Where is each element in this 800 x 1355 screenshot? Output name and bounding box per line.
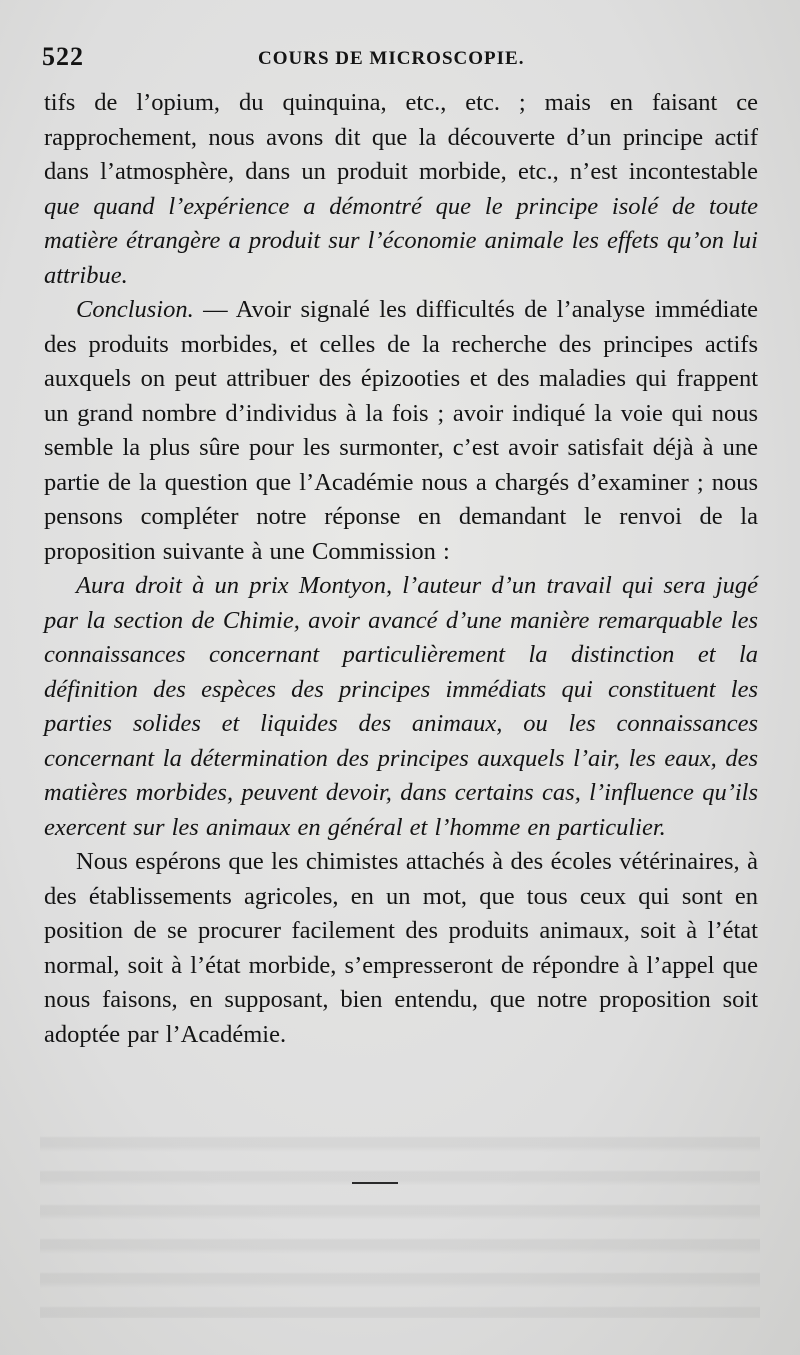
paragraph-conclusion bbox=[44, 293, 758, 569]
body-text bbox=[44, 86, 758, 1052]
page-header bbox=[42, 42, 758, 78]
page-number: 522 bbox=[42, 42, 84, 71]
section-rule bbox=[352, 1182, 398, 1184]
paragraph-1-text: tifs de l’opium, du quinquina, etc., etc. ; mais en faisant ce rapprochement, nous avons dit que la découverte d’un principe actif dans l’atmosphère, dans un produit morbide, etc., n’est incontestable bbox=[44, 89, 758, 185]
paragraph-proposition bbox=[44, 569, 758, 845]
conclusion-heading: Conclusion. bbox=[76, 296, 194, 323]
bleed-through-text bbox=[40, 1118, 760, 1318]
paragraph-1 bbox=[44, 86, 758, 293]
proposition-text: Aura droit à un prix Montyon, l’auteur d’un travail qui sera jugé par la section de Chimie, avoir avancé d’une manière remarquable les connaissances concernant particulièrement la distinction et la définition des espèces des principes immédiats qui constituent les parties solides et liquides des animaux, ou les connaissances concernant la détermination des principes auxquels l’air, les eaux, des matières morbides, peuvent devoir, dans certains cas, l’influence qu’ils exercent sur les animaux en général et l’homme en particulier. bbox=[44, 572, 758, 841]
paragraph-1-italic: que quand l’expérience a démontré que le principe isolé de toute matière étrangère a produit sur l’économie animale les effets qu’on lui attribue. bbox=[44, 192, 758, 289]
running-title: COURS DE MICROSCOPIE. bbox=[258, 48, 525, 69]
conclusion-text: — Avoir signalé les difficultés de l’analyse immédiate des produits morbides, et celles de la recherche des principes actifs auxquels on peut attribuer des épizooties et des maladies qui frappent un grand nombre d’individus à la fois ; avoir indiqué la voie qui nous semble la plus sûre pour les surmonter, c’est avoir satisfait déjà à une partie de la question que l’Académie nous a chargés d’examiner ; nous pensons compléter notre réponse en demandant le renvoi de la proposition suivante à une Commission : bbox=[44, 296, 758, 565]
paragraph-closing: Nous espérons que les chimistes attachés à des écoles vétérinaires, à des établissements agricoles, en un mot, que tous ceux qui sont en position de se procurer facilement des produits animaux, soit à l’état normal, soit à l’état morbide, s’empresseront de répondre à l’appel que nous faisons, en supposant, bien entendu, que notre proposition soit adoptée par l’Académie. bbox=[44, 848, 758, 1048]
